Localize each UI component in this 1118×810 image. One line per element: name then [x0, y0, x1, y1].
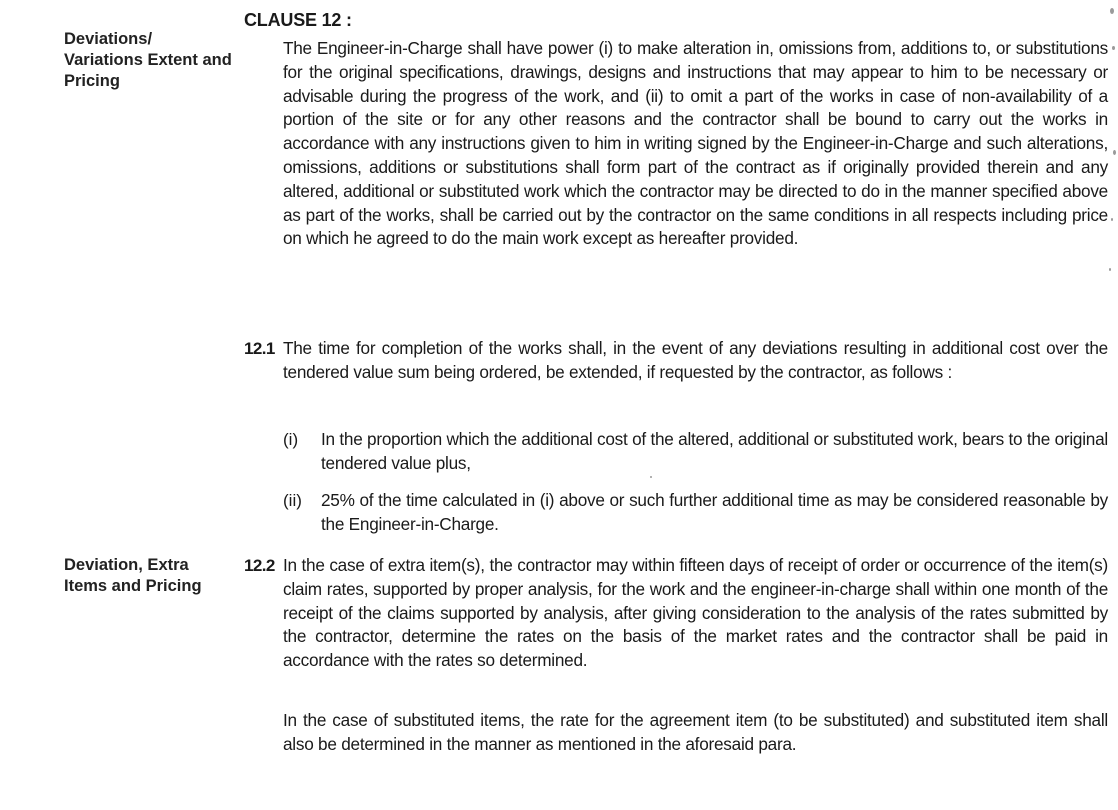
- subclause-12-2: [244, 554, 1108, 673]
- scan-speck: [1113, 150, 1116, 155]
- subclause-text: The time for completion of the works shall, in the event of any deviations resulting in additional cost over the tendered value sum being ordered, be extended, if requested by the contractor, as follows :: [283, 338, 1108, 382]
- subclause-text: In the case of extra item(s), the contractor may within fifteen days of receipt of order or occurrence of the item(s) claim rates, supported by proper analysis, for the work and the engineer-in-charge shall within one month of the receipt of the claims supported by analysis, after giving consideration to the analysis of the rates submitted by the contractor, determine the rates on the basis of the market rates and the contractor shall be paid in accordance with the rates so determined.: [283, 555, 1108, 671]
- scan-speck: [1110, 8, 1114, 14]
- clause-12-main-paragraph: The Engineer-in-Charge shall have power (i) to make alteration in, omissions from, additions to, or substitutions for the original specifications, drawings, designs and instructions that may appear to him to be necessary or advisable during the progress of the work, and (ii) to omit a part of the works in case of non-availability of a portion of the site or for any other reasons and the contractor shall be bound to carry out the works in accordance with any instructions given to him in writing signed by the Engineer-in-Charge and such alterations, omissions, additions or substitutions shall form part of the contract as if originally provided therein and any altered, additional or substituted work which the contractor may be directed to do in the manner specified above as part of the works, shall be carried out by the contractor on the same conditions in all respects including price on which he agreed to do the main work except as hereafter provided.: [283, 38, 1108, 249]
- list-item-marker: (ii): [283, 491, 302, 510]
- clause-heading: CLAUSE 12 :: [244, 10, 352, 30]
- scan-speck: [1111, 218, 1113, 221]
- margin-note-deviations-variations: Deviations/ Variations Extent and Pricing: [64, 30, 232, 90]
- scan-speck: [650, 476, 652, 478]
- scan-speck: [1109, 268, 1111, 271]
- subclause-12-1: [244, 337, 1108, 385]
- subclause-number: 12.2: [244, 556, 275, 575]
- subclause-number: 12.1: [244, 339, 275, 358]
- subclause-12-2-second-paragraph: In the case of substituted items, the rate for the agreement item (to be substituted) and substituted item shall also be determined in the manner as mentioned in the aforesaid para.: [283, 710, 1108, 754]
- list-item-marker: (i): [283, 430, 299, 449]
- margin-note-extra-items: Deviation, Extra Items and Pricing: [64, 556, 202, 595]
- list-item-text: In the proportion which the additional cost of the altered, additional or substituted work, bears to the original tendered value plus,: [321, 429, 1108, 473]
- list-item-text: 25% of the time calculated in (i) above or such further additional time as may be considered reasonable by the Engineer-in-Charge.: [321, 490, 1108, 534]
- scan-speck: [1112, 46, 1115, 50]
- list-item: [283, 489, 1108, 537]
- list-item: [283, 428, 1108, 476]
